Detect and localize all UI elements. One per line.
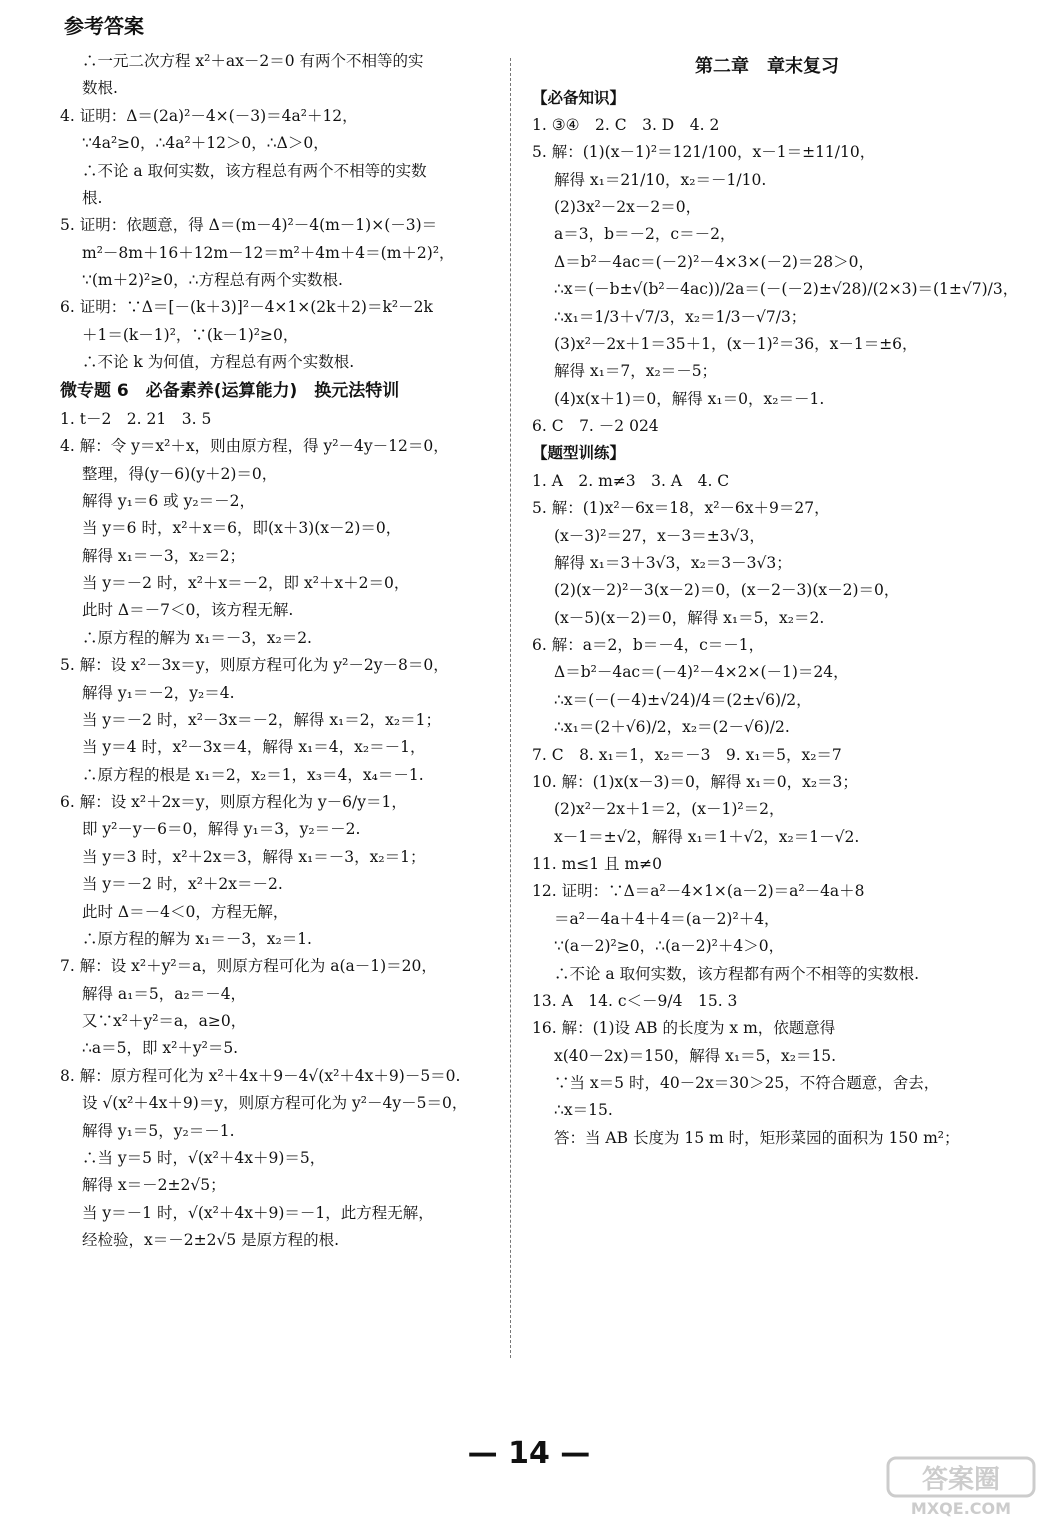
- right-answer-block-1: [532, 115, 1019, 437]
- answer-line: 解得 x＝－2±2√5；: [82, 1176, 226, 1195]
- answer-line: ∴x＝15.: [554, 1101, 613, 1120]
- answer-line: (2)3x²－2x－2＝0，: [554, 198, 702, 216]
- answer-line: x－1＝±√2，解得 x₁＝1＋√2，x₂＝1－√2.: [554, 827, 860, 846]
- answer-line: (4)x(x＋1)＝0，解得 x₁＝0，x₂＝－1.: [554, 389, 825, 408]
- answer-line: ∴不论 a 取何实数，该方程都有两个不相等的实数根.: [554, 964, 920, 983]
- watermark-text: 答案圈: [921, 1465, 1001, 1495]
- page-header-title: 参考答案: [64, 14, 144, 38]
- answer-line: 5. 证明：依题意，得 Δ＝(m－4)²－4(m－1)×(－3)＝: [60, 216, 438, 235]
- left-column: [60, 52, 500, 1366]
- answer-line: (3)x²－2x＋1＝35＋1，(x－1)²＝36，x－1＝±6，: [554, 334, 918, 353]
- answer-line: 6. C 7. －2 024: [532, 417, 659, 435]
- answer-line: ∴a＝5，即 x²＋y²＝5.: [82, 1039, 239, 1058]
- tag-question-training: 【题型训练】: [532, 444, 626, 463]
- answer-line: 数根.: [82, 79, 118, 98]
- answer-line: ∴当 y＝5 时，√(x²＋4x＋9)＝5，: [82, 1148, 326, 1167]
- answer-line: 解得 x₁＝3＋3√3，x₂＝3－3√3；: [554, 553, 792, 572]
- answer-line: 5. 解：(1)(x－1)²＝121/100，x－1＝±11/10，: [532, 143, 876, 162]
- answer-line: (2)x²－2x＋1＝2，(x－1)²＝2，: [554, 800, 785, 819]
- answer-line: (x－3)²＝27，x－3＝±3√3，: [554, 526, 765, 545]
- answer-line: 此时 Δ＝－4＜0，方程无解，: [82, 902, 289, 921]
- answer-line: 解得 a₁＝5，a₂＝－4，: [82, 984, 247, 1003]
- tag-essential-knowledge: 【必备知识】: [532, 88, 626, 107]
- answer-line: 1. ③④ 2. C 3. D 4. 2: [532, 115, 720, 134]
- answer-line: ∴原方程的解为 x₁＝－3，x₂＝1.: [82, 929, 312, 948]
- answer-line: 当 y＝6 时，x²＋x＝6，即(x＋3)(x－2)＝0，: [82, 519, 402, 538]
- answer-line: 当 y＝－2 时，x²＋x＝－2，即 x²＋x＋2＝0，: [82, 574, 410, 592]
- right-answer-block-2: [532, 472, 1002, 1148]
- answer-line: 5. 解：设 x²－3x＝y，则原方程可化为 y²－2y－8＝0，: [60, 656, 449, 675]
- left-answer-block-2: [60, 410, 500, 1251]
- answer-line: 经检验，x＝－2±2√5 是原方程的根.: [82, 1231, 340, 1249]
- answer-line: 答：当 AB 长度为 15 m 时，矩形菜园的面积为 150 m²；: [554, 1128, 960, 1147]
- answer-line: 此时 Δ＝－7＜0，该方程无解.: [82, 601, 294, 620]
- answer-line: ∴原方程的根是 x₁＝2，x₂＝1，x₃＝4，x₄＝－1.: [82, 765, 424, 784]
- answer-line: 解得 x₁＝21/10，x₂＝－1/10.: [554, 170, 767, 189]
- answer-line: 当 y＝4 时，x²－3x＝4，解得 x₁＝4，x₂＝－1，: [82, 738, 426, 757]
- answer-line: 13. A 14. c＜－9/4 15. 3: [532, 991, 738, 1010]
- answer-line: ∴不论 a 取何实数，该方程总有两个不相等的实数: [82, 161, 427, 180]
- answer-line: 解得 y₁＝－2，y₂＝4.: [82, 683, 235, 702]
- answer-line: 10. 解：(1)x(x－3)＝0，解得 x₁＝0，x₂＝3；: [532, 772, 858, 791]
- answer-line: 当 y＝－2 时，x²＋2x＝－2.: [82, 875, 283, 894]
- answer-line: ＋1＝(k－1)²，∵(k－1)²≥0，: [82, 325, 299, 344]
- answer-line: a＝3，b＝－2，c＝－2，: [554, 225, 736, 244]
- page-number: — 14 —: [467, 1436, 591, 1471]
- answer-line: 解得 x₁＝7，x₂＝－5；: [554, 362, 718, 381]
- answer-line: 6. 解：a＝2，b＝－4，c＝－1，: [532, 636, 765, 654]
- answer-line: 整理，得(y－6)(y＋2)＝0，: [82, 464, 278, 483]
- answer-line: Δ＝b²－4ac＝(－4)²－4×2×(－1)＝24，: [554, 663, 849, 682]
- answer-line: 设 √(x²＋4x＋9)＝y，则原方程可化为 y²－4y－5＝0，: [82, 1094, 468, 1113]
- answer-line: 根.: [82, 188, 103, 207]
- answer-line: ∵(a－2)²≥0，∴(a－2)²＋4＞0，: [554, 937, 785, 956]
- answer-line: 12. 证明：∵Δ＝a²－4×1×(a－2)＝a²－4a＋8: [532, 882, 865, 901]
- answer-line: 5. 解：(1)x²－6x＝18，x²－6x＋9＝27，: [532, 499, 830, 518]
- answer-line: 解得 x₁＝－3，x₂＝2；: [82, 546, 246, 565]
- answer-line: 解得 y₁＝5，y₂＝－1.: [82, 1121, 235, 1140]
- answer-line: 6. 证明：∵Δ＝[－(k＋3)]²－4×1×(2k＋2)＝k²－2k: [60, 298, 433, 317]
- answer-line: 4. 解：令 y＝x²＋x，则由原方程，得 y²－4y－12＝0，: [60, 437, 449, 456]
- answer-line: ∴x₁＝(2＋√6)/2，x₂＝(2－√6)/2.: [554, 718, 790, 737]
- answer-line: ∴一元二次方程 x²＋ax－2＝0 有两个不相等的实: [82, 52, 424, 70]
- left-answer-block-1: [60, 52, 500, 373]
- answer-line: Δ＝b²－4ac＝(－2)²－4×3×(－2)＝28＞0，: [554, 252, 875, 271]
- answer-line: 1. A 2. m≠3 3. A 4. C: [532, 471, 730, 490]
- answer-line: 4. 证明：Δ＝(2a)²－4×(－3)＝4a²＋12，: [60, 106, 358, 125]
- answer-line: ∴不论 k 为何值，方程总有两个实数根.: [82, 353, 355, 372]
- answer-line: 7. 解：设 x²＋y²＝a，则原方程可化为 a(a－1)＝20，: [60, 957, 437, 976]
- column-divider: [510, 58, 511, 1358]
- watermark-logo: [886, 1456, 1036, 1518]
- answer-line: 16. 解：(1)设 AB 的长度为 x m，依题意得: [532, 1019, 836, 1038]
- answer-line: ∴原方程的解为 x₁＝－3，x₂＝2.: [82, 628, 312, 647]
- answer-line: 8. 解：原方程可化为 x²＋4x＋9－4√(x²＋4x＋9)－5＝0.: [60, 1066, 461, 1085]
- answer-line: 6. 解：设 x²＋2x＝y，则原方程化为 y－6/y＝1，: [60, 793, 407, 811]
- answer-line: 7. C 8. x₁＝1，x₂＝－3 9. x₁＝5，x₂＝7: [532, 745, 842, 764]
- answer-line: ∴x₁＝1/3＋√7/3，x₂＝1/3－√7/3；: [554, 307, 807, 326]
- answer-line: 当 y＝－2 时，x²－3x＝－2，解得 x₁＝2，x₂＝1；: [82, 710, 441, 729]
- answer-line: m²－8m＋16＋12m－12＝m²＋4m＋4＝(m＋2)²，: [82, 243, 455, 262]
- answer-line: 11. m≤1 且 m≠0: [532, 855, 663, 873]
- right-column: [532, 52, 1019, 1366]
- answer-line: ∵当 x＝5 时，40－2x＝30＞25，不符合题意，舍去，: [554, 1074, 940, 1092]
- answer-line: 1. t－2 2. 21 3. 5: [60, 409, 212, 428]
- answer-line: 解得 y₁＝6 或 y₂＝－2，: [82, 491, 255, 510]
- answer-line: 即 y²－y－6＝0，解得 y₁＝3，y₂＝－2.: [82, 820, 361, 839]
- answer-line: 当 y＝3 时，x²＋2x＝3，解得 x₁＝－3，x₂＝1；: [82, 847, 426, 866]
- chapter-review-title: 第二章 章末复习: [695, 56, 839, 77]
- answer-line: 当 y＝－1 时，√(x²＋4x＋9)＝－1，此方程无解，: [82, 1203, 434, 1222]
- answer-line: ∴x＝(－(－4)±√24)/4＝(2±√6)/2，: [554, 690, 812, 709]
- answer-line: (2)(x－2)²－3(x－2)＝0，(x－2－3)(x－2)＝0，: [554, 581, 900, 600]
- answer-line: 又∵x²＋y²＝a，a≥0，: [82, 1012, 247, 1030]
- answer-line: ∴x＝(－b±√(b²－4ac))/2a＝(－(－2)±√28)/(2×3)＝(1±√7)/3，: [554, 280, 1019, 299]
- answer-line: ＝a²－4a＋4＋4＝(a－2)²＋4，: [554, 909, 780, 928]
- answer-line: ∵(m＋2)²≥0，∴方程总有两个实数根.: [82, 271, 343, 289]
- answer-line: x(40－2x)＝150，解得 x₁＝5，x₂＝15.: [554, 1046, 837, 1065]
- section-title-micro-topic: 微专题 6 必备素养(运算能力) 换元法特训: [60, 380, 400, 401]
- answer-line: (x－5)(x－2)＝0，解得 x₁＝5，x₂＝2.: [554, 608, 825, 627]
- answer-line: ∵4a²≥0，∴4a²＋12＞0，∴Δ＞0，: [82, 134, 329, 153]
- watermark-sub: MXQE.COM: [910, 1499, 1012, 1518]
